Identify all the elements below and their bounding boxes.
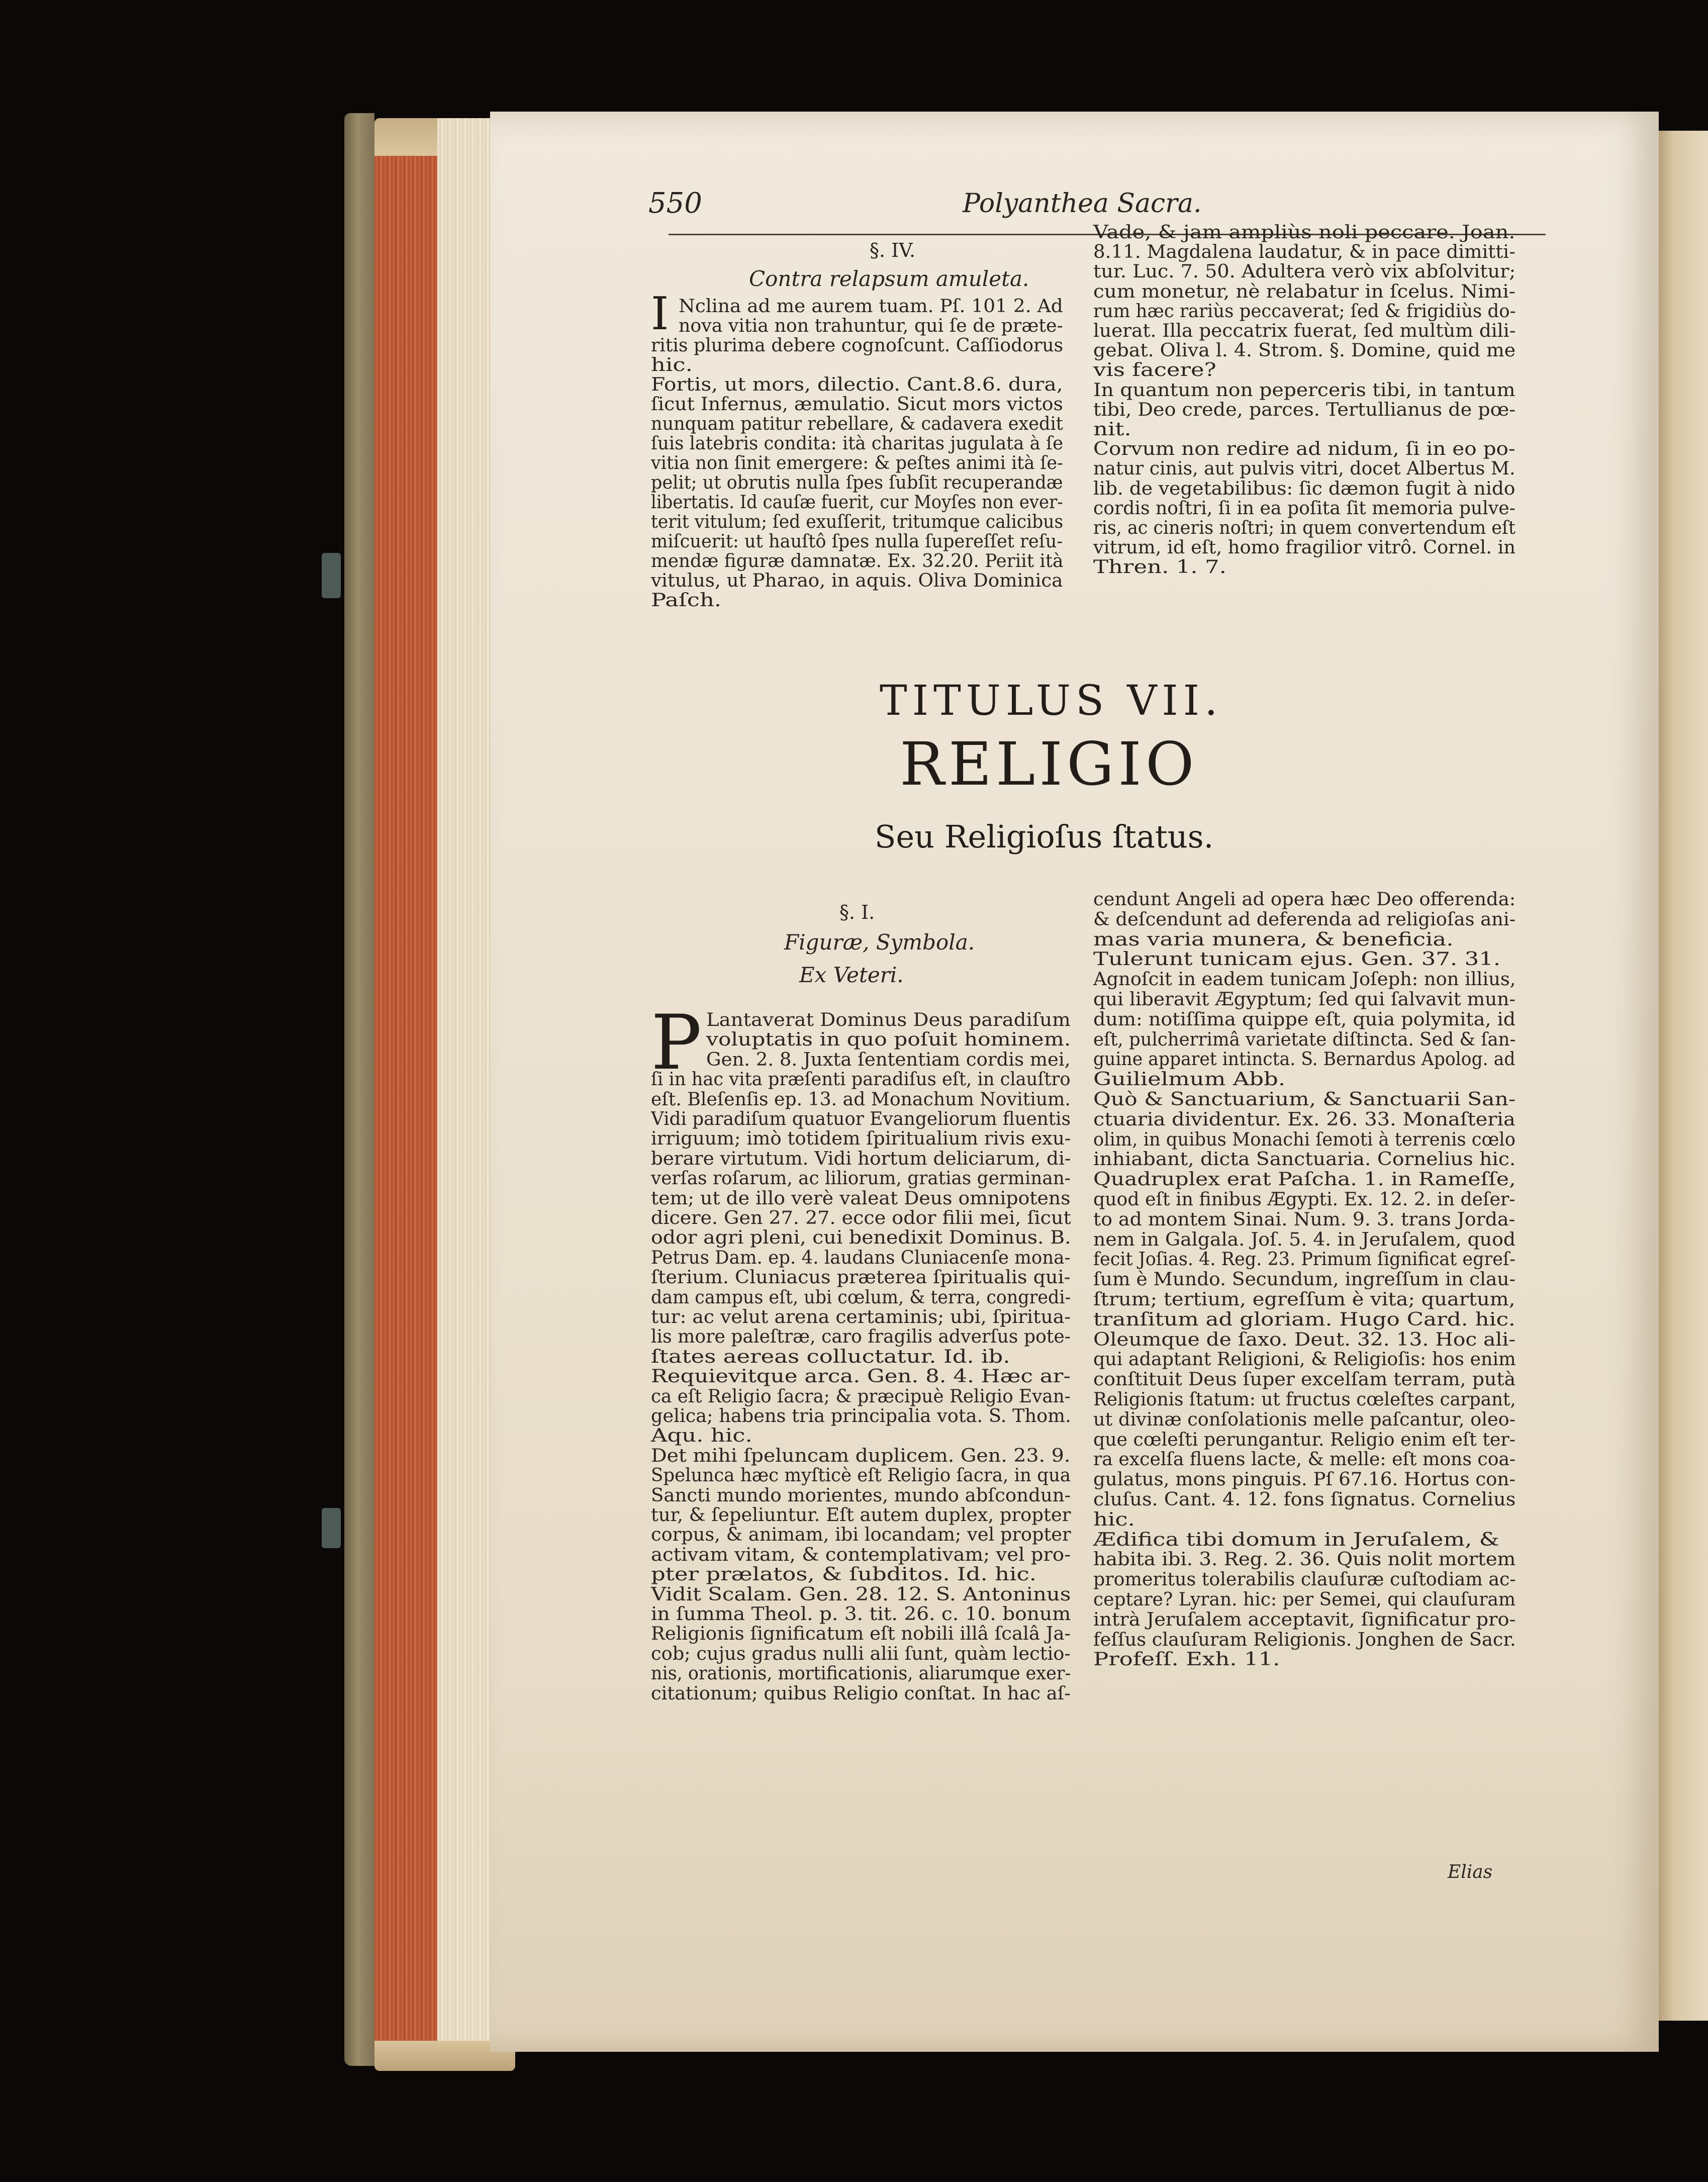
text-line: vitia non ſinit emergere: & peſtes animi ità ſe- [651,453,1063,473]
text-line: Fortis, ut mors, dilectio. Cant.8.6. dura, [651,374,1063,395]
text-line: Paſch. [651,590,722,611]
text-line: cluſus. Cant. 4. 12. fons ſignatus. Cornelius [1093,1489,1516,1510]
facing-page-edge [1659,131,1708,2021]
text-line: tranſitum ad gloriam. Hugo Card. hic. [1093,1309,1515,1330]
text-line: cordis noſtri, ſi in ea poſita ſit memoria pulve- [1093,498,1515,519]
text-line: ris, ac cineris noſtri; in quem convertendum eſt [1093,518,1515,538]
text-line: eſt. Bleſenſis ep. 13. ad Monachum Novitium. [651,1089,1071,1110]
text-line: mendæ figuræ damnatæ. Ex. 32.20. Periit ità [651,551,1064,572]
text-line: luerat. Illa peccatrix fuerat, ſed multùm dili- [1093,321,1516,341]
text-line: In quantum non peperceris tibi, in tantum [1093,380,1515,401]
text-line: ſtrum; tertium, egreſſum è vita; quartum, [1093,1289,1515,1310]
text-line: pelit; ut obrutis nulla ſpes ſubſit recuperandæ [651,472,1063,493]
titulus-heading: TITULUS VII. [880,677,1223,725]
text-line: Quadruplex erat Paſcha. 1. in Rameſſe, [1093,1169,1516,1190]
text-line: nis, orationis, mortificationis, aliarumque exer- [651,1663,1071,1684]
catchword: Elias [1448,1862,1493,1882]
text-line: citationum; quibus Religio conſtat. In hac aſ- [651,1683,1071,1704]
text-line: tibi, Deo crede, parces. Tertullianus de pœ- [1093,399,1516,420]
text-line: tem; ut de illo verè valeat Deus omnipotens [651,1188,1071,1209]
text-line: gulatus, mons pinguis. Pſ 67.16. Hortus con- [1093,1469,1516,1490]
text-line: ca eſt Religio ſacra; & præcipuè Religio Evan- [651,1386,1071,1407]
text-line: Sancti mundo morientes, mundo abſcondun- [651,1485,1071,1506]
text-line: ſuis latebris condita: ità charitas jugulata à ſe [651,433,1064,454]
text-line: dam campus eſt, ubi cœlum, & terra, congredi- [651,1287,1071,1308]
text-line: Gen. 2. 8. Juxta ſententiam cordis mei, [706,1049,1071,1070]
text-line: nem in Galgala. Joſ. 5. 4. in Jeruſalem, quod [1093,1229,1516,1250]
clasp-lower [322,1508,341,1548]
text-line: Vidit Scalam. Gen. 28. 12. S. Antoninus [651,1584,1071,1605]
text-line: ut divinæ conſolationis melle paſcantur, oleo- [1093,1409,1516,1430]
text-line: verſas roſarum, ac liliorum, gratias germinan- [651,1168,1071,1189]
text-line: ſi in hac vita præſenti paradiſus eſt, in clauſtro [651,1069,1071,1090]
text-line: Spelunca hæc myſticè eſt Religio ſacra, in qua [651,1465,1071,1486]
text-line: corpus, & animam, ibi locandam; vel propter [651,1525,1071,1546]
text-line: ritis plurima debere cognoſcunt. Caſſiodorus [651,335,1064,356]
text-line: Vade, & jam ampliùs noli peccare. Joan. [1093,222,1515,243]
text-line: gebat. Oliva l. 4. Strom. §. Domine, quid me [1093,340,1516,361]
text-line: & deſcendunt ad deferenda ad religioſas ani- [1093,909,1516,930]
text-line: tur, & ſepeliuntur. Eſt autem duplex, propter [651,1505,1071,1526]
text-line: Requievitque arca. Gen. 8. 4. Hæc ar- [651,1366,1071,1387]
text-line: 8.11. Magdalena laudatur, & in pace dimitti- [1093,242,1515,263]
text-line: libertatis. Id cauſæ fuerit, cur Moyſes non ever- [651,492,1063,513]
text-line: nit. [1093,419,1131,440]
section-i-mark: §. I. [839,901,875,923]
text-line: promeritus tolerabilis clauſuræ cuſtodiam ac- [1093,1569,1516,1590]
section-iv-mark: §. IV. [870,239,916,261]
text-line: tur: ac velut arena certaminis; ubi, ſpiritua- [651,1307,1071,1327]
text-line: in ſumma Theol. p. 3. tit. 26. c. 10. bonum [651,1604,1071,1625]
text-line: vitrum, id eſt, homo fragilior vitrô. Cornel. in [1093,537,1516,558]
subtitle: Seu Religioſus ſtatus. [875,818,1214,855]
text-line: Ædifica tibi domum in Jeruſalem, & [1093,1529,1499,1550]
text-line: ſicut Infernus, æmulatio. Sicut mors victos [651,394,1063,415]
text-line: gelica; habens tria principalia vota. S. Thom. [651,1406,1071,1427]
text-line: ceptare? Lyran. hic: per Semei, qui clauſuram [1093,1589,1516,1610]
text-line: to ad montem Sinai. Num. 9. 3. trans Jorda- [1093,1209,1515,1230]
text-line: voluptatis in quo poſuit hominem. [706,1029,1071,1051]
text-line: pter prælatos, & ſubditos. Id. hic. [651,1564,1037,1585]
text-line: Vidi paradiſum quatuor Evangeliorum fluentis [651,1109,1071,1129]
text-line: inhiabant, dicta Sanctuaria. Cornelius hic. [1093,1149,1516,1170]
text-line: Agnoſcit in eadem tunicam Joſeph: non illius, [1093,969,1516,990]
text-line: natur cinis, aut pulvis vitri, docet Albertus M. [1093,458,1515,480]
text-line: habita ibi. 3. Reg. 2. 36. Quis nolit mortem [1093,1549,1516,1570]
text-line: Petrus Dam. ep. 4. laudans Cluniacenſe mona- [651,1247,1071,1268]
page-stack [437,118,498,2043]
text-line: Lantaverat Dominus Deus paradiſum [706,1010,1071,1030]
text-line: irriguum; imò totidem ſpiritualium rivis exu- [651,1128,1071,1150]
text-line: cum monetur, nè relabatur in ſcelus. Nimi- [1093,281,1515,302]
text-line: ſterium. Cluniacus præterea ſpiritualis qui- [651,1267,1071,1288]
text-line: quod eſt in finibus Ægypti. Ex. 12. 2. in deſer- [1093,1189,1515,1210]
section-i-subheading: Ex Veteri. [799,963,904,987]
text-line: eſt, pulcherrimâ varietate diſtincta. Sed & ſan- [1093,1029,1516,1050]
text-line: Det mihi ſpeluncam duplicem. Gen. 23. 9. [651,1445,1071,1466]
text-line: ra excelſa fluens lacte, & melle: eſt mons coa- [1093,1449,1516,1470]
text-line: berare virtutum. Vidi hortum deliciarum, di- [651,1148,1071,1169]
text-line: Tulerunt tunicam ejus. Gen. 37. 31. [1093,949,1501,970]
text-line: miſcuerit: ut hauſtô ſpes nulla ſupereſſet reſu- [651,531,1063,552]
text-line: guine apparet intincta. S. Bernardus Apolog. ad [1093,1049,1515,1070]
section-i-dropcap: P [651,999,702,1087]
text-line: vitulus, ut Pharao, in aquis. Oliva Dominica [651,571,1063,591]
text-line: terit vitulum; ſed exuſſerit, tritumque calicibus [651,512,1064,532]
section-i-heading: Figuræ, Symbola. [784,930,975,955]
section-iv-dropcap: I [651,288,669,340]
text-line: Oleumque de ſaxo. Deut. 32. 13. Hoc ali- [1093,1329,1516,1350]
text-line: nunquam patitur rebellare, & cadavera exedit [651,414,1063,434]
text-line: Religionis ſtatum: ut fructus cœleſtes carpant, [1093,1389,1516,1410]
red-page-edges [374,156,440,2051]
text-line: activam vitam, & contemplativam; vel pro- [651,1544,1071,1565]
text-line: que cœleſti perungantur. Religio enim eſt ter- [1093,1429,1515,1450]
text-line: olim, in quibus Monachi ſemoti à terrenis cœlo [1093,1129,1515,1150]
text-line: odor agri pleni, cui benedixit Dominus. B. [651,1227,1071,1249]
clasp-upper [322,553,341,598]
text-line: conſtituit Deus ſuper excelſam terram, putà [1093,1369,1516,1390]
text-line: rum hæc rariùs peccaverat; ſed & frigidiùs do- [1093,301,1516,322]
text-line: Aqu. hic. [651,1426,752,1447]
text-line: qui adaptant Religioni, & Religioſis: hos enim [1093,1349,1516,1370]
text-line: lis more paleſtræ, caro fragilis adverſus pote- [651,1326,1071,1348]
text-line: cob; cujus gradus nulli alii ſunt, quàm lectio- [651,1643,1071,1664]
text-line: ſtates aereas colluctatur. Id. ib. [651,1346,1010,1367]
book-spine [344,113,374,2066]
text-line: fecit Joſias. 4. Reg. 23. Primum ſignificat egreſ- [1093,1249,1515,1270]
text-line: vis facere? [1093,360,1216,381]
section-iv-heading: Contra relapsum amuleta. [749,266,1029,291]
text-line: Religionis ſignificatum eſt nobili illâ ſcalâ Ja- [651,1624,1071,1645]
text-line: Corvum non redire ad nidum, ſi in eo po- [1093,439,1515,460]
text-line: lib. de vegetabilibus: ſic dæmon fugit à nido [1093,478,1515,499]
running-title: Polyanthea Sacra. [963,188,1202,219]
text-line: cendunt Angeli ad opera hæc Deo offerenda: [1093,889,1516,910]
text-line: tur. Luc. 7. 50. Adultera verò vix abſolvitur; [1093,261,1516,282]
text-line: Guilielmum Abb. [1093,1069,1286,1090]
text-line: Quò & Sanctuarium, & Sanctuarii San- [1093,1089,1516,1110]
page-number: 550 [648,187,702,220]
text-line: ſum è Mundo. Secundum, ingreſſum in clau- [1093,1269,1516,1290]
text-line: intrà Jeruſalem acceptavit, ſignificatur pro- [1093,1609,1516,1630]
text-line: nova vitia non trahuntur, qui ſe de præte- [679,316,1063,336]
text-line: qui liberavit Ægyptum; ſed qui ſalvavit mun- [1093,989,1515,1010]
text-line: Profeſſ. Exh. 11. [1093,1649,1280,1670]
text-line: dum: notiſſima quippe eſt, quia polymita, id [1093,1009,1516,1030]
text-line: ctuaria dividentur. Ex. 26. 33. Monaſteria [1093,1109,1515,1130]
text-line: hic. [1093,1509,1135,1530]
text-line: hic. [651,355,693,375]
text-line: mas varia munera, & beneficia. [1093,929,1454,950]
text-line: Thren. 1. 7. [1093,557,1226,578]
text-line: feſſus clauſuram Religionis. Jonghen de Sacr. [1093,1629,1516,1650]
text-line: Nclina ad me aurem tuam. Pſ. 101 2. Ad [679,296,1063,317]
text-line: dicere. Gen 27. 27. ecce odor filii mei, ſicut [651,1208,1071,1228]
main-title: RELIGIO [900,729,1198,799]
